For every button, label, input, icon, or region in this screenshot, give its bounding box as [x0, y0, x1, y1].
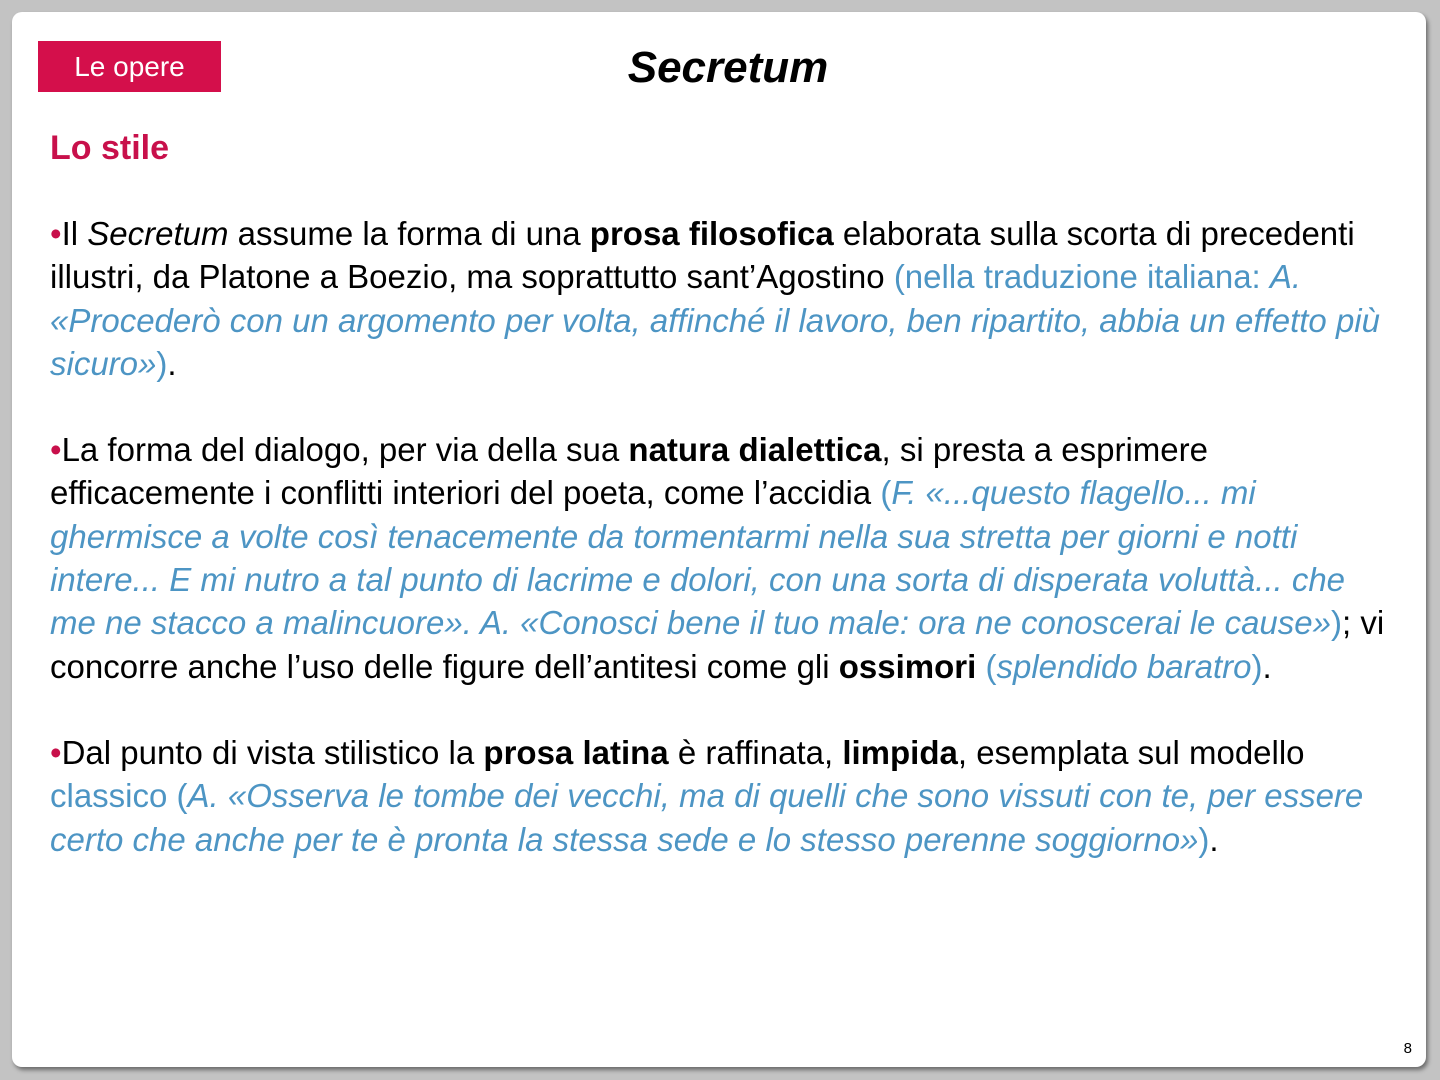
bold-text: ossimori	[838, 647, 977, 685]
blue-text: )	[156, 344, 168, 382]
quote-text: A. «Osserva le tombe dei vecchi, ma di quelli che sono vissuti con te, per essere certo che anche per te è pronta la stessa sede e lo stesso perenne soggiorno»	[50, 777, 1364, 858]
text: è raffinata,	[668, 733, 843, 771]
blue-text: )	[1331, 604, 1342, 642]
blue-text: classico (	[50, 777, 188, 815]
paragraph-1	[50, 212, 1400, 385]
text: assume la forma di una	[228, 215, 590, 252]
text: , si presta a esprimere efficacemente i conflitti interiori del poeta, come l’accidia	[50, 431, 1208, 512]
bold-text: prosa latina	[483, 733, 669, 771]
bold-text: natura dialettica	[628, 431, 882, 469]
bold-text: limpida	[842, 733, 958, 771]
slide-subtitle: Lo stile	[50, 129, 170, 167]
blue-text: (	[880, 474, 892, 512]
text: .	[167, 344, 177, 382]
text: Dal punto di vista stilistico la	[61, 733, 484, 771]
quote-text: A. «Procederò con un argomento per volta, affinché il lavoro, ben ripartito, abbia un effetto più sicuro»	[50, 258, 1380, 382]
page-number: 8	[1403, 1040, 1412, 1057]
paragraph-3	[50, 731, 1400, 861]
text: La forma del dialogo, per via della sua	[61, 431, 629, 469]
paragraph-2	[50, 428, 1400, 688]
text: ; vi concorre anche l’uso delle figure dell’antitesi come gli	[50, 604, 1385, 685]
slide-content	[50, 212, 1400, 904]
quote-text: F. «...questo flagello... mi ghermisce a volte così tenacemente da tormentarmi nella sua stretta per giorni e notti intere... E mi nutro a tal punto di lacrime e dolori, con una sorta di disperata voluttà... che me ne stacco a malincuore». A. «Conosci bene il tuo male: ora ne conoscerai le cause»	[50, 474, 1346, 642]
text: , esemplata sul modello	[957, 733, 1305, 771]
bullet: •	[50, 431, 62, 469]
section-tag: Le opere	[38, 41, 221, 92]
blue-text: (nella traduzione italiana:	[893, 258, 1270, 296]
slide	[12, 12, 1426, 1067]
blue-text: )	[1251, 647, 1263, 685]
bold-text: prosa filosofica	[589, 215, 834, 252]
text: .	[1262, 647, 1272, 685]
italic-text: Secretum	[87, 215, 229, 252]
blue-text: )	[1198, 820, 1210, 858]
bullet: •	[50, 733, 62, 771]
slide-title: Secretum	[627, 43, 829, 92]
quote-text: splendido baratro	[996, 647, 1252, 685]
text: Il	[61, 215, 88, 252]
bullet: •	[50, 215, 62, 252]
text: .	[1209, 820, 1219, 858]
blue-text: (	[985, 647, 997, 685]
text: elaborata sulla scorta di precedenti illustri, da Platone a Boezio, ma soprattutto sant’Agostino	[50, 215, 1355, 296]
